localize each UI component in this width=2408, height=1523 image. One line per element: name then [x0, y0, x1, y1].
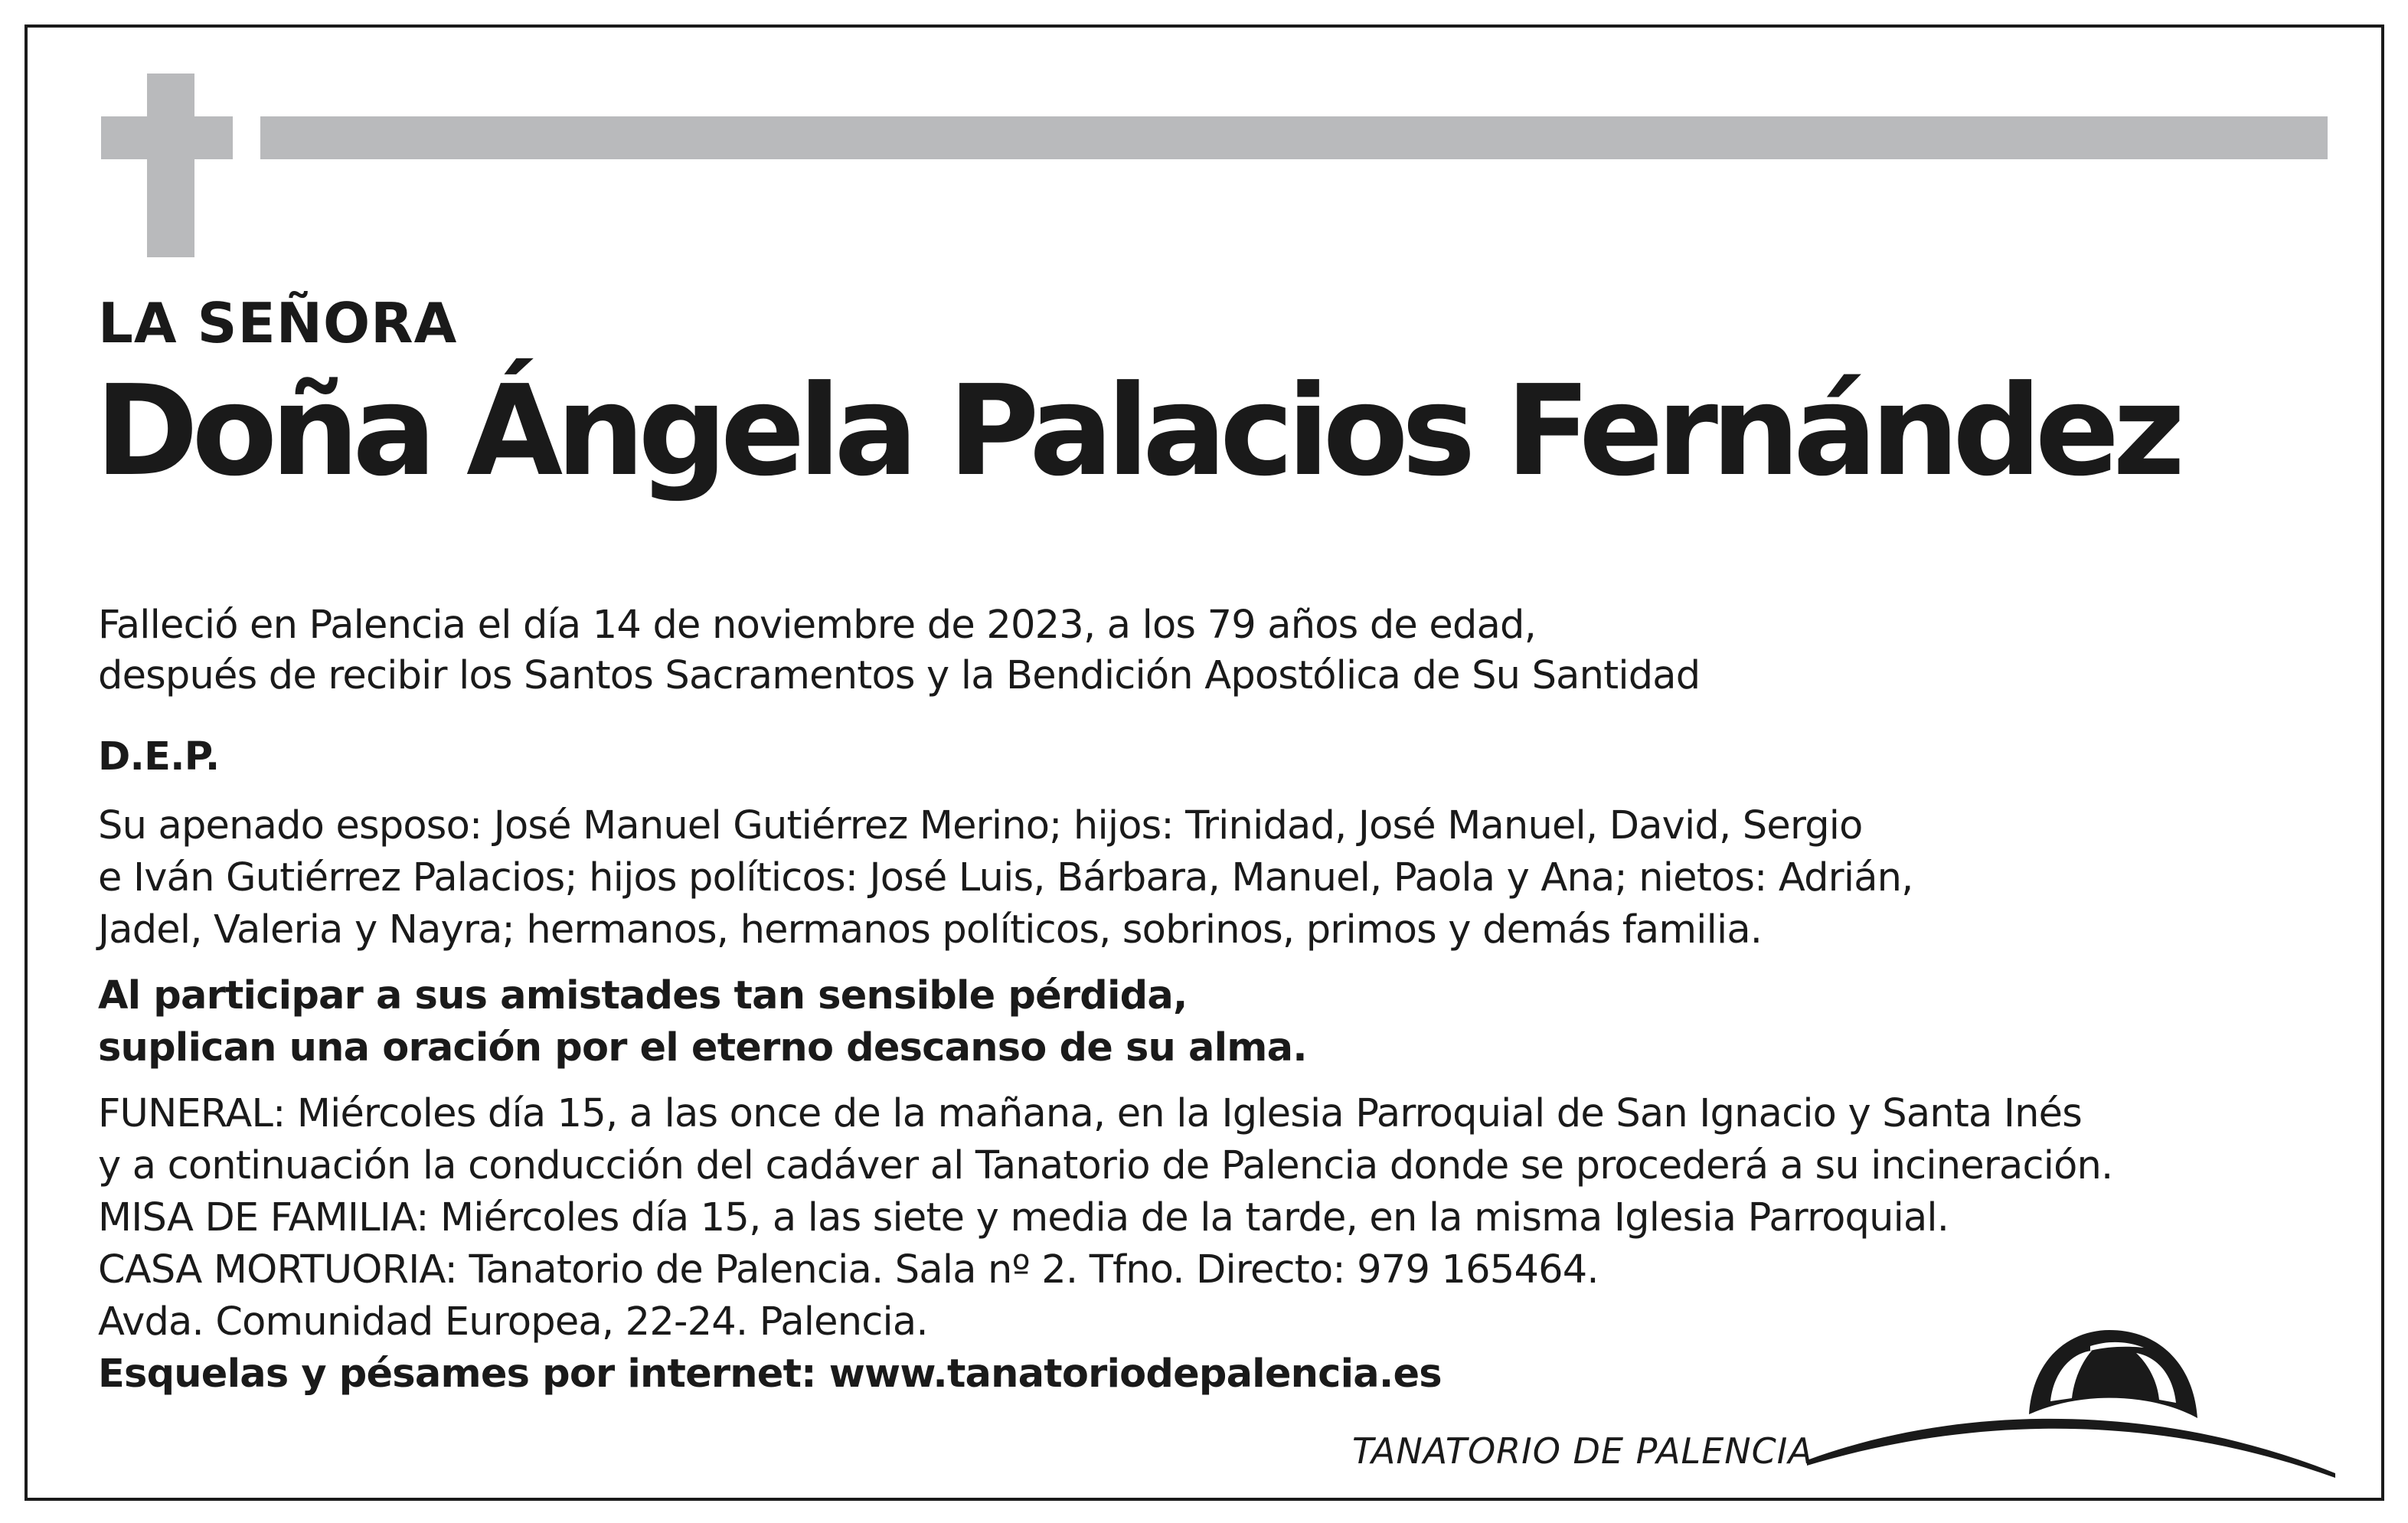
funeral-line-2: y a continuación la conducción del cadáver al Tanatorio de Palencia donde se procederá a su incineración. — [98, 1143, 2113, 1188]
request-line-1: Al participar a sus amistades tan sensible pérdida, — [98, 973, 1188, 1018]
cross-icon-vertical — [147, 74, 194, 257]
funeral-line-1: FUNERAL: Miércoles día 15, a las once de la mañana, en la Iglesia Parroquial de San Ignacio y Santa Inés — [98, 1091, 2083, 1136]
mortuary-line: CASA MORTUORIA: Tanatorio de Palencia. Sala nº 2. Tfno. Directo: 979 165464. — [98, 1247, 1599, 1293]
top-gray-bar — [260, 116, 2328, 159]
family-line-3: Jadel, Valeria y Nayra; hermanos, hermanos políticos, sobrinos, primos y demás familia. — [98, 907, 1763, 953]
address-line: Avda. Comunidad Europea, 22-24. Palencia. — [98, 1299, 928, 1345]
tanatorio-logo-text: TANATORIO DE PALENCIA — [1352, 1430, 1813, 1472]
death-notice-line-2: después de recibir los Santos Sacramentos y la Bendición Apostólica de Su Santidad — [98, 653, 1701, 698]
request-line-2: suplican una oración por el eterno descanso de su alma. — [98, 1025, 1307, 1070]
honorific-title: LA SEÑORA — [98, 291, 458, 355]
tanatorio-logo-icon — [1807, 1311, 2358, 1487]
internet-line: Esquelas y pésames por internet: www.tanatoriodepalencia.es — [98, 1351, 1442, 1397]
family-line-2: e Iván Gutiérrez Palacios; hijos políticos: José Luis, Bárbara, Manuel, Paola y Ana; nietos: Adrián, — [98, 855, 1913, 900]
family-mass-line: MISA DE FAMILIA: Miércoles día 15, a las siete y media de la tarde, en la misma Iglesia Parroquial. — [98, 1195, 1949, 1240]
deceased-name: Doña Ángela Palacios Fernández — [95, 359, 2179, 504]
death-notice-line-1: Falleció en Palencia el día 14 de noviembre de 2023, a los 79 años de edad, — [98, 603, 1537, 648]
dep-label: D.E.P. — [98, 734, 220, 779]
cross-icon-horizontal — [101, 116, 233, 159]
family-line-1: Su apenado esposo: José Manuel Gutiérrez Merino; hijos: Trinidad, José Manuel, David, Sergio — [98, 803, 1863, 848]
